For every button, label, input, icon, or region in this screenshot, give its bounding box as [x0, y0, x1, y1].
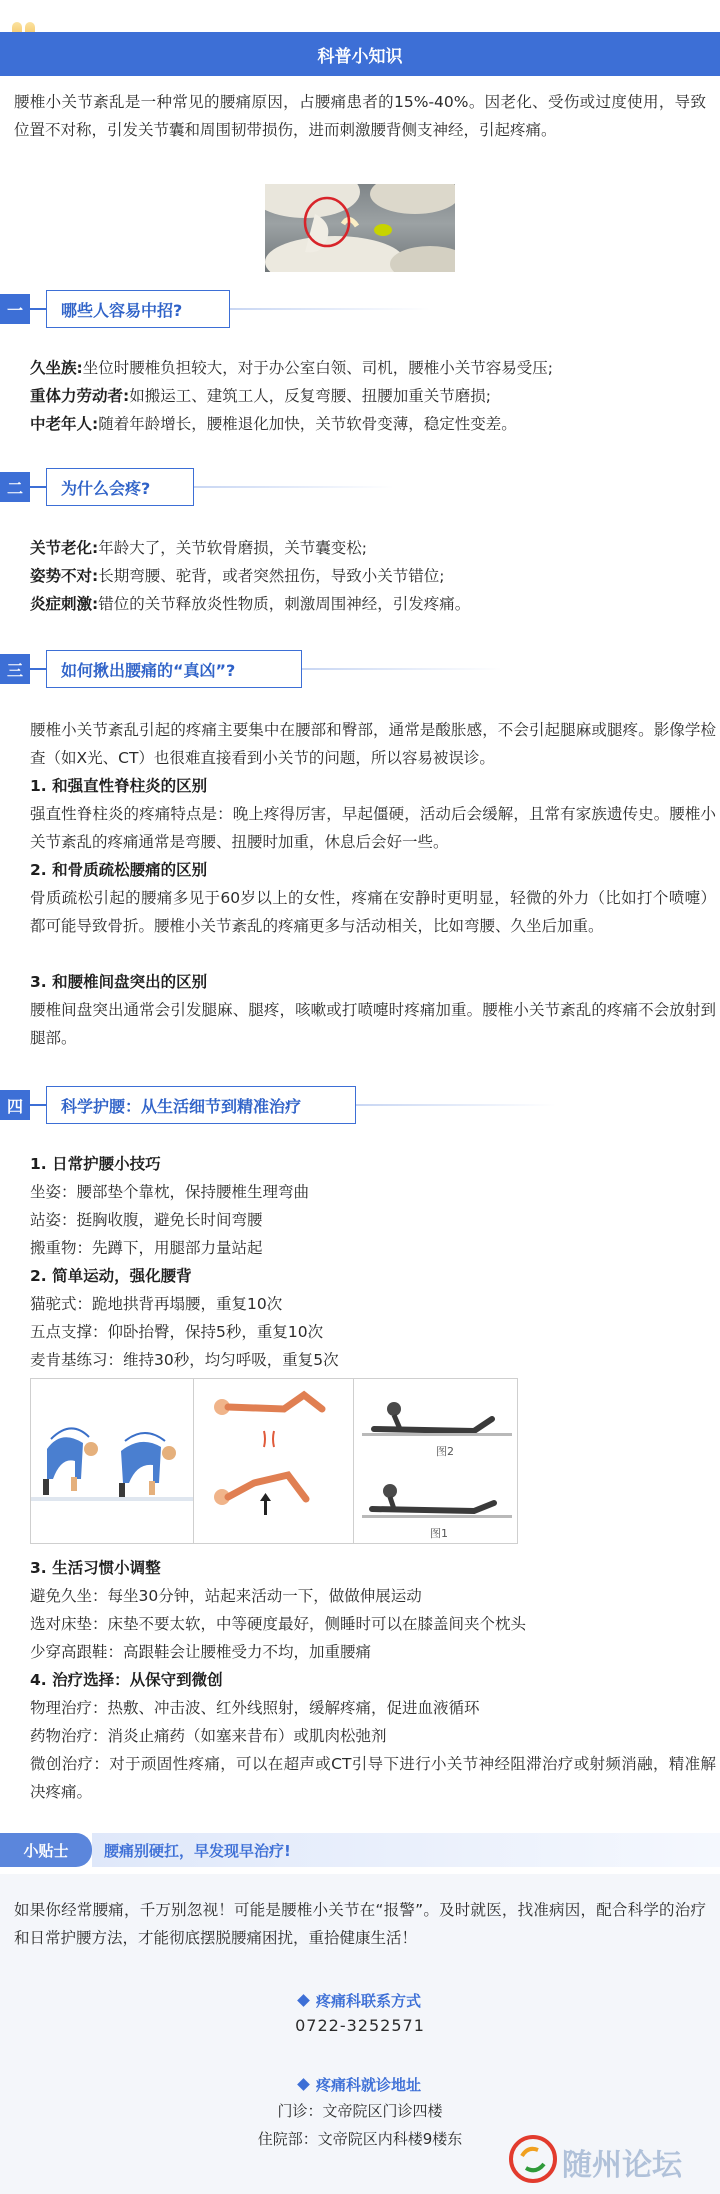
- item-label: 姿势不对:: [30, 567, 99, 585]
- forum-logo-icon: [508, 2134, 558, 2184]
- section-4-item: 少穿高跟鞋：高跟鞋会让腰椎受力不均，加重腰痛: [30, 1643, 372, 1661]
- watermark-text: 随州论坛: [562, 2148, 682, 2183]
- item-text: 长期弯腰、驼背，或者突然扭伤，导致小关节错位;: [98, 567, 445, 585]
- item-text: 如搬运工、建筑工人，反复弯腰、扭腰加重关节磨损;: [129, 387, 491, 405]
- section-4-connector: [30, 1104, 46, 1106]
- section-2-title: 为什么会疼?: [46, 468, 194, 506]
- section-1-number: 一: [0, 294, 30, 324]
- section-2-item: [30, 534, 367, 562]
- diamond-icon: [297, 1994, 310, 2007]
- section-3-connector: [30, 668, 46, 670]
- section-1-item: [30, 410, 517, 438]
- section-1-item: [30, 354, 553, 382]
- section-4-item: 麦肯基练习：维持30秒，均匀呼吸，重复5次: [30, 1351, 339, 1369]
- section-4-item: 避免久坐：每坐30分钟，站起来活动一下，做做伸展运动: [30, 1587, 422, 1605]
- section-1-title: 哪些人容易中招?: [46, 290, 230, 328]
- section-2-connector: [30, 486, 46, 488]
- section-1-underline: [230, 308, 430, 310]
- section-4-group-title: 2. 简单运动，强化腰背: [30, 1267, 192, 1285]
- item-text: 错位的关节释放炎性物质，刺激周围神经，引发疼痛。: [98, 595, 471, 613]
- section-1-item: [30, 382, 491, 410]
- section-3-title: 如何揪出腰痛的“真凶”?: [46, 650, 302, 688]
- section-3-underline: [302, 668, 502, 670]
- section-4-group-title: 1. 日常护腰小技巧: [30, 1155, 161, 1173]
- tip-tag: 小贴士: [0, 1833, 92, 1867]
- cat-camel-photo: [31, 1379, 194, 1543]
- section-2-underline: [194, 486, 394, 488]
- page-title: 科普小知识: [317, 46, 403, 67]
- item-label: 关节老化:: [30, 539, 99, 557]
- spine-illustration: [265, 184, 455, 272]
- exercise-photos: [30, 1378, 518, 1544]
- item-text: 坐位时腰椎负担较大，对于办公室白领、司机，腰椎小关节容易受压;: [82, 359, 553, 377]
- closing-paragraph: 如果你经常腰痛，千万别忽视！可能是腰椎小关节在“报警”。及时就医，找准病因，配合科学的治疗和日常护腰方法，才能彻底摆脱腰痛困扰，重拾健康生活！: [14, 1901, 706, 1947]
- ward-address: 住院部：文帝院区内科楼9楼东: [257, 2130, 463, 2148]
- section-3-sub-title: 3. 和腰椎间盘突出的区别: [30, 973, 208, 991]
- address-title-text: 疼痛科就诊地址: [315, 2076, 421, 2094]
- section-4-item: 药物治疗：消炎止痛药（如塞来昔布）或肌肉松弛剂: [30, 1727, 387, 1745]
- section-3-sub-text: 腰椎间盘突出通常会引发腿麻、腿疼，咳嗽或打喷嚏时疼痛加重。腰椎小关节紊乱的疼痛不会放射到腿部。: [30, 1001, 716, 1047]
- section-3-number: 三: [0, 654, 30, 684]
- clinic-address: 门诊：文帝院区门诊四楼: [277, 2102, 443, 2120]
- diamond-icon: [297, 2078, 310, 2091]
- section-2-item: [30, 562, 444, 590]
- section-4-item: 坐姿：腰部垫个靠枕，保持腰椎生理弯曲: [30, 1183, 310, 1201]
- section-4-title: 科学护腰：从生活细节到精准治疗: [46, 1086, 356, 1124]
- contact-phone: 0722-3252571: [295, 2016, 425, 2035]
- section-1-connector: [30, 308, 46, 310]
- item-label: 炎症刺激:: [30, 595, 99, 613]
- section-4-item: 搬重物：先蹲下，用腿部力量站起: [30, 1239, 263, 1257]
- page-header: [0, 32, 720, 76]
- mckenzie-exercise-photo: [354, 1379, 517, 1543]
- section-4-item: 选对床垫：床垫不要太软，中等硬度最好，侧睡时可以在膝盖间夹个枕头: [30, 1615, 527, 1633]
- item-text: 随着年龄增长，腰椎退化加快，关节软骨变薄，稳定性变差。: [98, 415, 517, 433]
- contact-title-text: 疼痛科联系方式: [315, 1992, 421, 2010]
- section-4-underline: [356, 1104, 556, 1106]
- section-4-group-title: 4. 治疗选择：从保守到微创: [30, 1671, 223, 1689]
- section-3-paragraph: 腰椎小关节紊乱引起的疼痛主要集中在腰部和臀部，通常是酸胀感，不会引起腿麻或腿疼。影像学检查（如X光、CT）也很难直接看到小关节的问题，所以容易被误诊。: [30, 721, 716, 767]
- item-text: 年龄大了，关节软骨磨损，关节囊变松;: [98, 539, 367, 557]
- item-label: 久坐族:: [30, 359, 83, 377]
- contact-title: [0, 1990, 720, 2011]
- section-4-number: 四: [0, 1090, 30, 1120]
- intro-paragraph: 腰椎小关节紊乱是一种常见的腰痛原因，占腰痛患者的15%-40%。因老化、受伤或过度使用，导致位置不对称，引发关节囊和周围韧带损伤，进而刺激腰背侧支神经，引起疼痛。: [14, 93, 706, 139]
- section-2-number: 二: [0, 472, 30, 502]
- section-4-item: 物理治疗：热敷、冲击波、红外线照射，缓解疼痛，促进血液循环: [30, 1699, 480, 1717]
- figure-2-label: 图2: [436, 1445, 454, 1458]
- five-point-support-photo: [194, 1379, 354, 1543]
- section-4-group-title: 3. 生活习惯小调整: [30, 1559, 161, 1577]
- item-label: 中老年人:: [30, 415, 99, 433]
- section-4-item: 五点支撑：仰卧抬臀，保持5秒，重复10次: [30, 1323, 324, 1341]
- section-3-sub-title: 2. 和骨质疏松腰痛的区别: [30, 861, 208, 879]
- section-3-sub-title: 1. 和强直性脊柱炎的区别: [30, 777, 208, 795]
- section-4-item: 猫驼式：跪地拱背再塌腰，重复10次: [30, 1295, 283, 1313]
- section-2-item: [30, 590, 470, 618]
- tip-text: 腰痛别硬扛，早发现早治疗!: [92, 1833, 720, 1867]
- section-4-item: 站姿：挺胸收腹，避免长时间弯腰: [30, 1211, 263, 1229]
- item-label: 重体力劳动者:: [30, 387, 130, 405]
- figure-1-label: 图1: [430, 1527, 448, 1540]
- section-3-sub-text: 强直性脊柱炎的疼痛特点是：晚上疼得厉害，早起僵硬，活动后会缓解，且常有家族遗传史。腰椎小关节紊乱的疼痛通常是弯腰、扭腰时加重，休息后会好一些。: [30, 805, 716, 851]
- section-4-item: 微创治疗：对于顽固性疼痛，可以在超声或CT引导下进行小关节神经阻滞治疗或射频消融，精准解决疼痛。: [30, 1755, 716, 1801]
- section-3-sub-text: 骨质疏松引起的腰痛多见于60岁以上的女性，疼痛在安静时更明显，轻微的外力（比如打个喷嚏）都可能导致骨折。腰椎小关节紊乱的疼痛更多与活动相关，比如弯腰、久坐后加重。: [30, 889, 716, 935]
- address-title: [0, 2074, 720, 2095]
